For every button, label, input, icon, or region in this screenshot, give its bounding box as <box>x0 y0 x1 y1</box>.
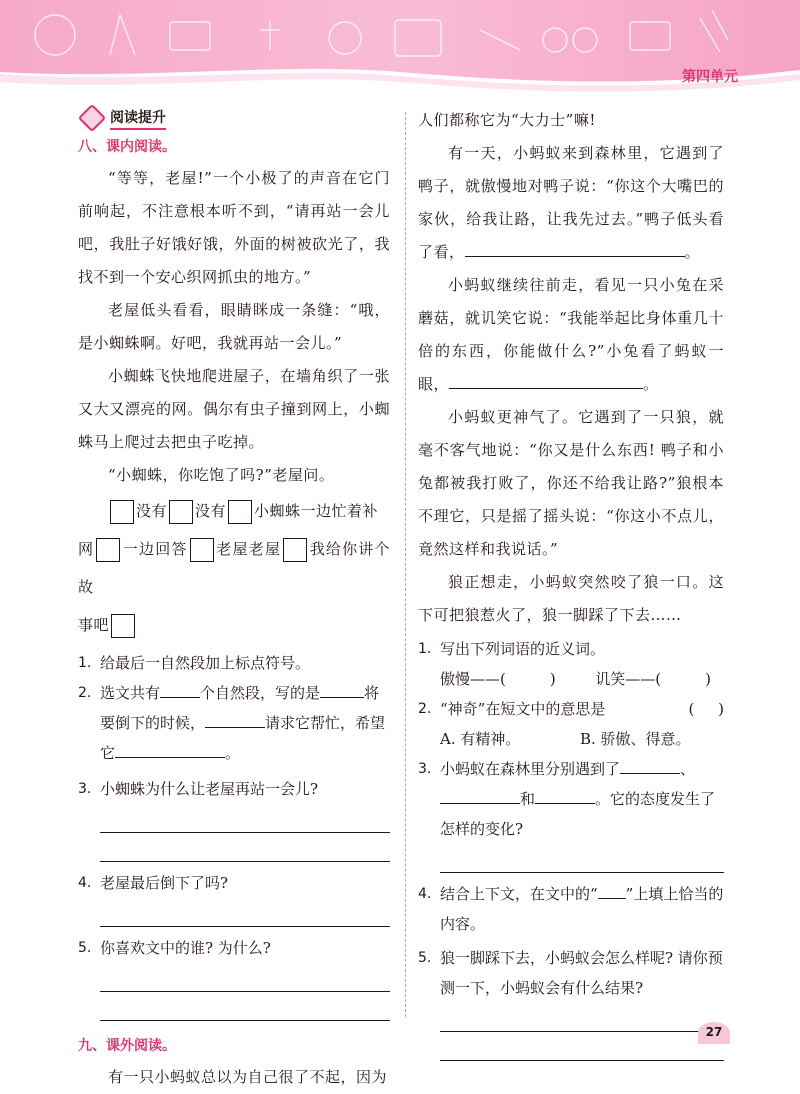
punctuation-box[interactable] <box>110 500 134 524</box>
question-number: 4. <box>78 875 92 891</box>
question-1 <box>418 634 724 664</box>
fill-text: 一边回答 <box>122 540 188 558</box>
question-2-options <box>418 724 724 754</box>
passage-paragraph: 小蚂蚁更神气了。它遇到了一只狼，就毫不客气地说：“你又是什么东西! 鸭子和小兔都被我打败了，你还不给我让路?”狼根本不理它，只是摇了摇头说：“你这小不点儿，竟然这样和我说话。” <box>418 408 724 558</box>
q-part: 、 <box>680 760 696 778</box>
question-number: 5. <box>418 950 432 966</box>
question-2 <box>418 694 724 724</box>
question-text: 小蜘蛛为什么让老屋再站一会儿? <box>100 780 319 798</box>
section9-title: 九、课外阅读。 <box>78 1038 176 1054</box>
answer-line[interactable] <box>440 1003 724 1032</box>
answer-blank[interactable] <box>115 739 225 758</box>
q-part: 选文共有 <box>100 684 161 702</box>
punctuation-box[interactable] <box>228 500 252 524</box>
q-part: 将要倒下的时候， <box>100 684 380 732</box>
passage-paragraph-rabbit <box>418 269 724 401</box>
answer-blank[interactable] <box>320 679 364 698</box>
fill-text: 小蜘蛛一边忙着补 <box>254 502 379 520</box>
q-part: 请求它帮忙，希望它 <box>100 714 386 762</box>
question-5 <box>418 943 724 1003</box>
para-text: 。 <box>643 375 659 393</box>
answer-blank[interactable] <box>440 785 490 804</box>
question-number: 2. <box>418 701 432 717</box>
answer-paren[interactable]: ( ) <box>688 700 724 718</box>
answer-blank[interactable] <box>449 370 493 389</box>
q-part: 个自然段，写的是 <box>200 684 321 702</box>
question-1 <box>78 648 390 678</box>
answer-line[interactable] <box>100 833 390 862</box>
passage-paragraph: 人们都称它为“大力士”嘛! <box>418 111 596 129</box>
answer-blank[interactable] <box>490 785 520 804</box>
para-text: 有一天，小蚂蚁来到森林里，它遇到了鸭子，就傲慢地对鸭子说：“你这个大嘴巴的家伙，给我让路，让我先过去。”鸭子低头看了看， <box>418 144 724 261</box>
answer-blank <box>598 880 626 899</box>
question-text: “神奇”在短文中的意思是 <box>440 700 606 718</box>
question-number: 3. <box>418 761 432 777</box>
question-number: 1. <box>418 641 432 657</box>
question-text <box>100 678 390 768</box>
question-number: 5. <box>78 940 92 956</box>
punctuation-box[interactable] <box>190 538 214 562</box>
passage-paragraph: 有一只小蚂蚁总以为自己很了不起，因为 <box>108 1068 388 1086</box>
q-part: 。 <box>225 744 241 762</box>
fill-line-2 <box>78 530 390 606</box>
option-a[interactable]: A. 有精神。 <box>440 730 521 748</box>
question-text: 老屋最后倒下了吗? <box>100 874 229 892</box>
answer-line[interactable] <box>440 1032 724 1061</box>
question-4 <box>78 868 390 898</box>
para-text: 。 <box>684 243 701 261</box>
passage-paragraph: “小蜘蛛，你吃饱了吗?”老屋问。 <box>108 466 335 484</box>
punctuation-box[interactable] <box>96 538 120 562</box>
column-divider <box>405 112 406 1017</box>
synonym-word: 傲慢——( <box>440 670 506 688</box>
question-number: 4. <box>418 886 432 902</box>
q-part: 和 <box>520 790 536 808</box>
passage-paragraph: 小蜘蛛飞快地爬进屋子，在墙角织了一张又大又漂亮的网。偶尔有虫子撞到网上，小蜘蛛马上爬过去把虫子吃掉。 <box>78 367 390 451</box>
page-number: 27 <box>698 1022 730 1044</box>
question-text: 狼一脚踩下去，小蚂蚁会怎么样呢? 请你预测一下，小蚂蚁会有什么结果? <box>440 949 723 997</box>
question-text: 写出下列词语的近义词。 <box>440 640 606 658</box>
punctuation-box[interactable] <box>111 614 135 638</box>
fill-text: 没有 <box>195 502 227 520</box>
passage-paragraph: 老屋低头看看，眼睛眯成一条缝：“哦，是小蜘蛛啊。好吧，我就再站一会儿。” <box>78 301 390 352</box>
q-part: 。它的态度发生了怎样的变化? <box>440 790 716 838</box>
answer-blank[interactable] <box>465 238 505 257</box>
question-4 <box>418 879 724 939</box>
question-3 <box>418 754 724 844</box>
section-badge <box>78 104 166 132</box>
answer-blank[interactable] <box>160 679 200 698</box>
option-b[interactable]: B. 骄傲、得意。 <box>579 730 691 748</box>
question-number: 1. <box>78 655 92 671</box>
q-part: 小蚂蚁在森林里分别遇到了 <box>440 760 621 778</box>
section-badge-label: 阅读提升 <box>110 107 166 130</box>
question-number: 3. <box>78 781 92 797</box>
fill-line-3 <box>78 606 390 644</box>
answer-blank[interactable] <box>505 238 685 257</box>
left-column <box>78 104 390 1094</box>
q-part: 结合上下文，在文中的“ <box>440 885 598 903</box>
passage-paragraph-duck <box>418 137 724 269</box>
question-text: 你喜欢文中的谁? 为什么? <box>100 939 271 957</box>
answer-blank[interactable] <box>493 370 643 389</box>
close-paren: ) <box>549 670 556 688</box>
fill-text: 我给你讲个故 <box>78 540 390 596</box>
section8-title: 八、课内阅读。 <box>78 139 176 155</box>
answer-blank[interactable] <box>535 785 595 804</box>
q-part: ”上填上恰当的内容。 <box>440 885 724 933</box>
question-2 <box>78 678 390 768</box>
synonym-row <box>418 664 724 694</box>
fill-text: 没有 <box>136 502 168 520</box>
right-column <box>418 104 724 1061</box>
fill-text: 老屋老屋 <box>215 540 282 558</box>
close-paren: ) <box>705 670 711 688</box>
question-3 <box>78 774 390 804</box>
fill-text: 网 <box>78 540 95 558</box>
passage-paragraph: “等等，老屋!”一个小极了的声音在它门前响起，不注意根本听不到，“请再站一会儿吧，我肚子好饿好饿，外面的树被砍光了，我找不到一个安心织网抓虫的地方。” <box>78 169 390 286</box>
punctuation-box[interactable] <box>283 538 307 562</box>
fill-line-1 <box>78 492 390 530</box>
page-header <box>0 0 800 105</box>
punctuation-box[interactable] <box>169 500 193 524</box>
question-5 <box>78 933 390 963</box>
answer-blank[interactable] <box>620 755 680 774</box>
question-text: 给最后一自然段加上标点符号。 <box>100 654 311 672</box>
synonym-word: 讥笑——( <box>595 670 662 688</box>
answer-line[interactable] <box>100 898 390 927</box>
fill-text: 事吧 <box>78 616 110 634</box>
pencil-icon <box>78 104 106 132</box>
answer-line[interactable] <box>100 992 390 1021</box>
header-banner <box>0 0 800 105</box>
unit-title: 第四单元 <box>682 69 738 85</box>
answer-line[interactable] <box>440 844 724 873</box>
answer-line[interactable] <box>100 804 390 833</box>
answer-line[interactable] <box>100 963 390 992</box>
para-text: 小蚂蚁继续往前走，看见一只小兔在采蘑菇，就讥笑它说：“我能举起比身体重几十倍的东西，你能做什么?”小兔看了蚂蚁一眼， <box>418 276 724 393</box>
question-number: 2. <box>78 685 92 701</box>
answer-blank[interactable] <box>205 709 265 728</box>
passage-paragraph: 狼正想走，小蚂蚁突然咬了狼一口。这下可把狼惹火了，狼一脚踩了下去…… <box>418 573 724 624</box>
